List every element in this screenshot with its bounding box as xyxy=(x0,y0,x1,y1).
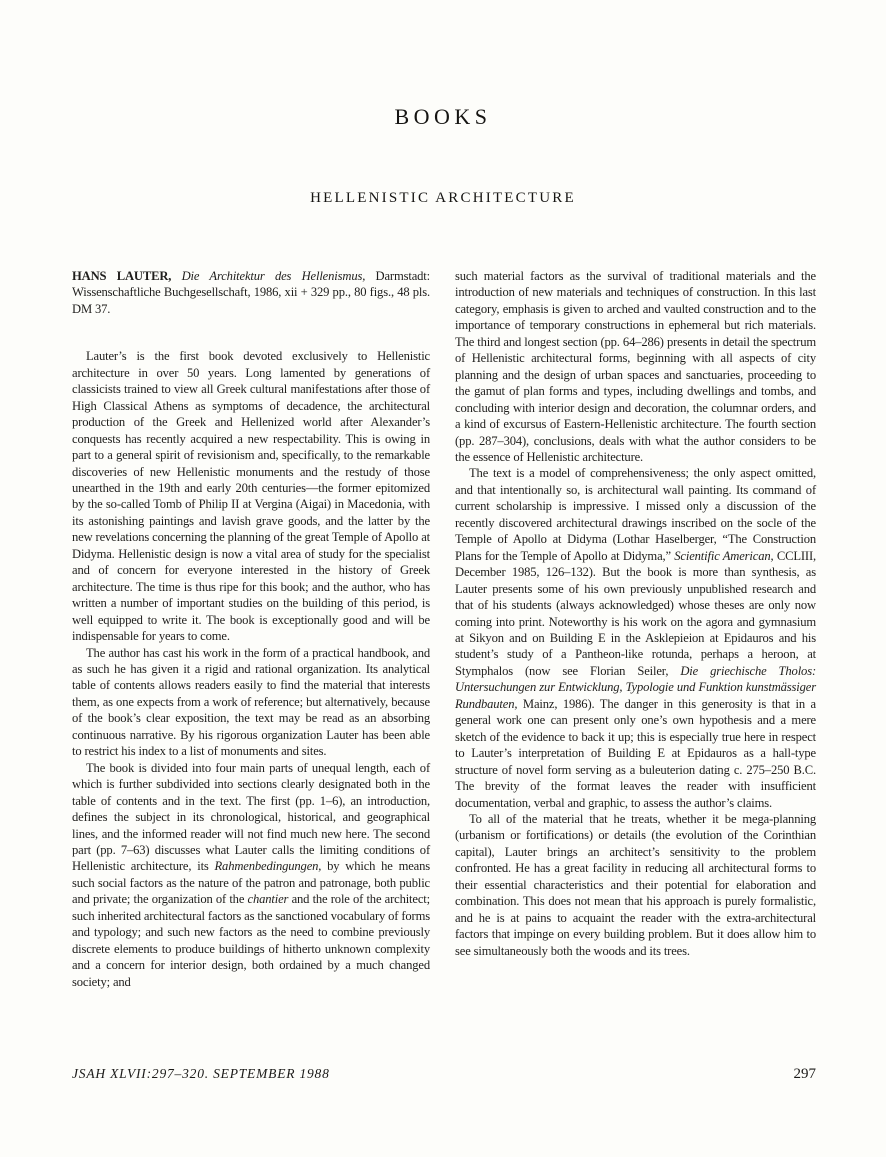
paragraph xyxy=(72,645,430,760)
text-segment: chantier xyxy=(247,892,289,907)
journal-citation-line: JSAH XLVII:297–320. SEPTEMBER 1988 xyxy=(72,1066,330,1081)
page-number: 297 xyxy=(793,1066,816,1082)
text-segment: Darmstadt: Wissenschaftliche Buchgesellschaft, 1986, xii + 329 pp., 80 figs., 48 pls. DM 37. xyxy=(72,269,430,316)
text-segment: Die griechische Tholos: Untersuchungen zur Entwicklung, Typologie und Funktion kunstmässiger Rundbauten, xyxy=(455,663,816,711)
text-segment: Lauter’s is the first book devoted exclusively to Hellenistic architecture in over 50 years. Long lamented by generations of classicists trained to view all Greek cultural manifestations after those of High Classical Athens as symptoms of decadence, the architectural production of the Greek and Hellenized world after Alexander’s conquests has recently acquired a new respectability. This is owing in part to a general spirit of revisionism and, specifically, to the remarkable discoveries of new Hellenistic monuments and the restudy of those unearthed in the 19th and early 20th centuries—the former epitomized by the so-called Tomb of Philip II at Vergina (Aigai) in Macedonia, with its astonishing paintings and lavish grave goods, and the latter by the new revelations concerning the planning of the great Temple of Apollo at Didyma. Hellenistic design is now a vital area of study for the specialist and of concern for everyone interested in the history of Greek architecture. The time is thus ripe for this book; and the author, who has written a number of important studies on the building of this period, is well equipped to write it. The book is exceptionally good and will be indispensable for years to come. xyxy=(72,349,430,644)
right-column xyxy=(455,268,816,990)
text-segment: Die Architektur des Hellenismus, xyxy=(181,269,376,283)
paragraph xyxy=(72,760,430,990)
article-title: HELLENISTIC ARCHITECTURE xyxy=(310,190,576,206)
paragraph xyxy=(455,465,816,811)
text-columns xyxy=(72,268,816,990)
text-segment: HANS LAUTER, xyxy=(72,269,182,283)
text-segment: and the role of the architect; such inherited architectural factors as the sanctioned vocabulary of forms and typology; and such new factors as the need to combine previously discrete elements to produce buildings of hitherto unknown complexity and a concern for interior design, both ordained by a much changed society; and xyxy=(72,892,430,989)
paragraph xyxy=(455,811,816,959)
text-segment: The book is divided into four main parts of unequal length, each of which is further subdivided into sections clearly designated both in the table of contents and in the text. The first (pp. 1–6), an introduction, defines the subject in its chronological, historical, and geographical lines, and the informed reader will not find much new here. The second part (pp. 7–63) discusses what Lauter calls the limiting conditions of Hellenistic architecture, its xyxy=(72,760,430,874)
text-segment: such material factors as the survival of traditional materials and the introduction of new materials and techniques of construction. In this last category, emphasis is given to arched and vaulted construction and to the importance of temporary constructions in ephemeral but rich materials. The third and longest section (pp. 64–286) presents in detail the spectrum of Hellenistic architectural forms, beginning with all aspects of city planning and the design of urban spaces and sanctuaries, proceeding to the gamut of plan forms and types, including dwellings and tombs, and concluding with interior design and decoration, the columnar orders, and a kind of excursus of Eastern-Hellenistic architecture. The fourth section (pp. 287–304), conclusions, deals with what the author considers to be the essence of Hellenistic architecture. xyxy=(455,269,816,464)
paragraph xyxy=(72,348,430,644)
section-title: BOOKS xyxy=(394,104,492,129)
text-segment: The author has cast his work in the form of a practical handbook, and as such he has given it a rigid and rational organization. Its analytical table of contents allows readers easily to find the material that interests them, as one expects from a work of reference; but alternatively, because of the book’s clear exposition, the text may be read as an absorbing continuous narrative. By his rigorous organization Lauter has been able to restrict his index to a list of monuments and sites. xyxy=(72,645,430,759)
paragraph-continuation xyxy=(455,268,816,465)
text-segment: by which he means such social factors as the nature of the patron and patronage, both public and private; the organization of the xyxy=(72,859,430,907)
text-segment: Mainz, 1986). The danger in this generosity is that in a general work one can present only one’s own hypothesis and a mere sketch of the evidence to back it up; this is especially true here in respect to Lauter’s interpretation of Building E at Epidauros as a hall-type structure of novel form serving as a buleuterion dating c. 275–250 B.C. The brevity of the format leaves the reader with insufficient documentation, verbal and graphic, to assess the author’s claims. xyxy=(455,696,816,810)
text-segment: The text is a model of comprehensiveness; the only aspect omitted, and that intentionally so, is architectural wall painting. Its command of current scholarship is impressive. I missed only a discussion of the recently discovered architectural drawings inscribed on the socle of the Temple of Apollo at Didyma (Lothar Haselberger, “The Construction Plans for the Temple of Apollo at Didyma,” xyxy=(455,466,816,563)
left-column xyxy=(72,268,430,990)
text-segment: Rahmenbedingungen, xyxy=(214,859,322,874)
text-segment: Scientific American, xyxy=(674,548,774,563)
text-segment: To all of the material that he treats, whether it be mega-planning (urbanism or fortifications) or details (the evolution of the Corinthian capital), Lauter brings an architect’s sensitivity to the problem confronted. He has a great facility in reducing all architectural forms to their essential characteristics and their potential for elaboration and combination. This does not mean that his approach is purely formalistic, and he is at pains to acquaint the reader with the extra-architectural factors that impinge on every building problem. But it does allow him to see simultaneously both the woods and its trees. xyxy=(455,811,816,958)
text-segment: CCLIII, December 1985, 126–132). But the book is more than synthesis, as Lauter presents some of his own previously unpublished research and that of his students (always acknowledged) whose theses are only now coming into print. Noteworthy is his work on the agora and gymnasium at Sikyon and on Building E in the Asklepieion at Epidauros and his student’s study of a Pantheon-like rotunda, perhaps a heroon, at Stymphalos (now see Florian Seiler, xyxy=(455,548,817,678)
book-citation xyxy=(72,268,430,317)
